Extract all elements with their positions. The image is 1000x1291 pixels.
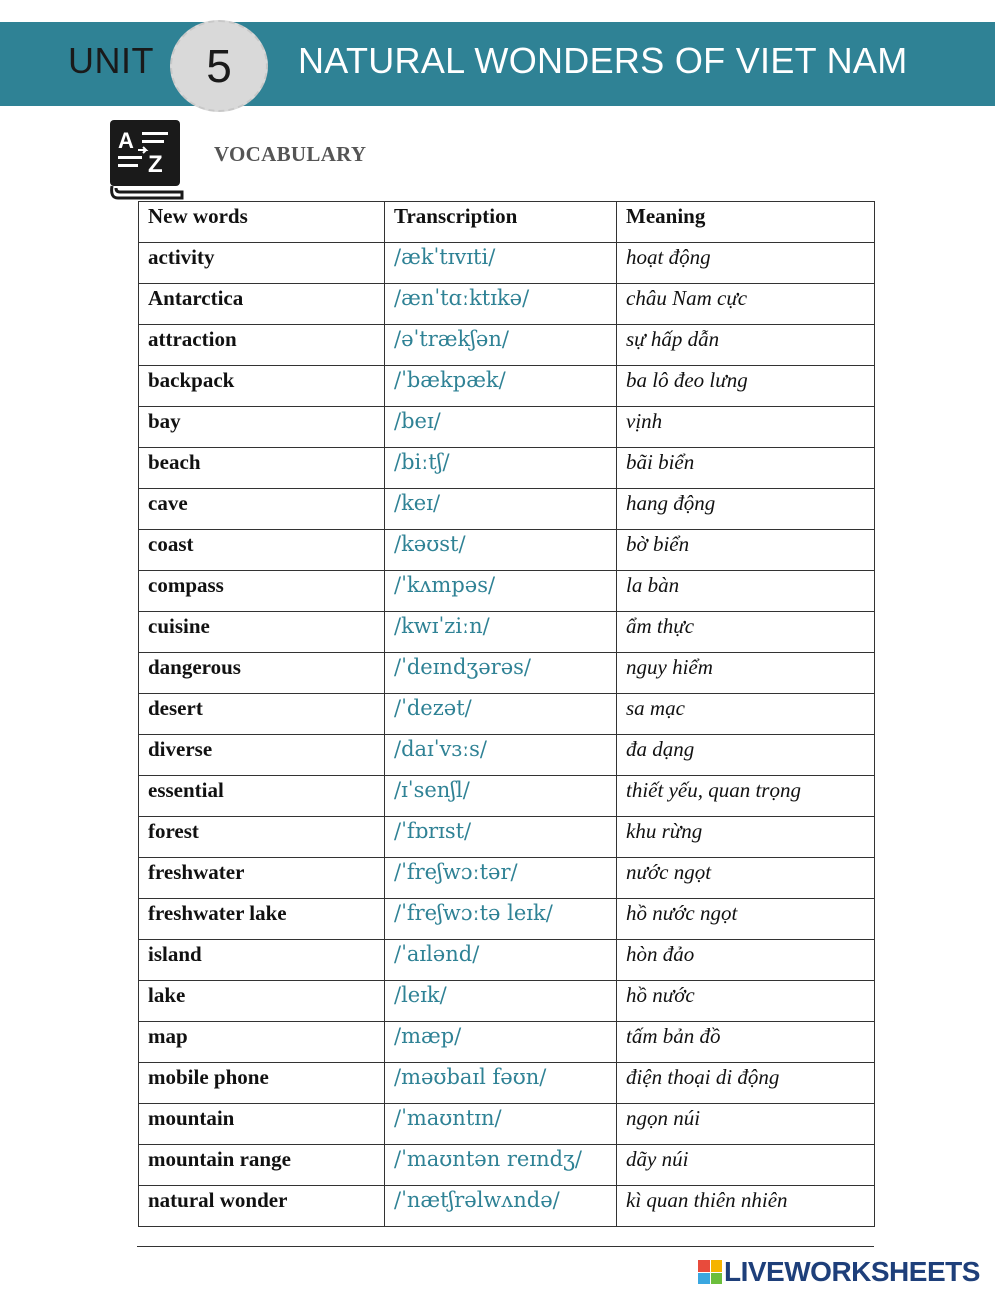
table-row (139, 1022, 875, 1063)
table-row (139, 735, 875, 776)
logo-badge-icon (698, 1260, 722, 1284)
meaning-cell: nước ngọt (617, 858, 875, 899)
meaning-cell: ẩm thực (617, 612, 875, 653)
table-row (139, 653, 875, 694)
word-cell: attraction (139, 325, 385, 366)
table-row (139, 1063, 875, 1104)
table-row (139, 1145, 875, 1186)
word-cell: diverse (139, 735, 385, 776)
section-heading: VOCABULARY (214, 142, 367, 166)
word-cell: map (139, 1022, 385, 1063)
meaning-cell: ba lô đeo lưng (617, 366, 875, 407)
table-row (139, 489, 875, 530)
logo-badge-square (698, 1260, 710, 1272)
word-cell: mountain (139, 1104, 385, 1145)
transcription-cell: /ɪˈsenʃl/ (385, 776, 617, 817)
transcription-cell: /kəʊst/ (385, 530, 617, 571)
dictionary-book-icon (108, 118, 186, 202)
table-row (139, 940, 875, 981)
word-cell: beach (139, 448, 385, 489)
transcription-cell: /məʊbaɪl fəʊn/ (385, 1063, 617, 1104)
svg-text:A: A (118, 128, 134, 153)
liveworksheets-logo (698, 1256, 980, 1288)
table-row (139, 448, 875, 489)
word-cell: essential (139, 776, 385, 817)
meaning-cell: khu rừng (617, 817, 875, 858)
meaning-cell: bãi biển (617, 448, 875, 489)
meaning-cell: điện thoại di động (617, 1063, 875, 1104)
meaning-cell: tấm bản đồ (617, 1022, 875, 1063)
logo-badge-square (698, 1273, 710, 1285)
transcription-cell: /ænˈtɑːktɪkə/ (385, 284, 617, 325)
table-row (139, 571, 875, 612)
unit-label: UNIT (68, 40, 154, 81)
word-cell: forest (139, 817, 385, 858)
transcription-cell: /keɪ/ (385, 489, 617, 530)
transcription-cell: /əˈtrækʃən/ (385, 325, 617, 366)
word-cell: lake (139, 981, 385, 1022)
table-row (139, 325, 875, 366)
transcription-cell: /leɪk/ (385, 981, 617, 1022)
word-cell: mobile phone (139, 1063, 385, 1104)
logo-text: LIVEWORKSHEETS (724, 1256, 980, 1287)
table-row (139, 981, 875, 1022)
meaning-cell: hang động (617, 489, 875, 530)
transcription-cell: /ˈaɪlənd/ (385, 940, 617, 981)
transcription-cell: /ˈbækpæk/ (385, 366, 617, 407)
word-cell: compass (139, 571, 385, 612)
meaning-cell: hồ nước (617, 981, 875, 1022)
table-row (139, 612, 875, 653)
header-new-words: New words (139, 202, 385, 243)
meaning-cell: nguy hiểm (617, 653, 875, 694)
transcription-cell: /ˈdezət/ (385, 694, 617, 735)
header-meaning: Meaning (617, 202, 875, 243)
transcription-cell: /ˈdeɪndʒərəs/ (385, 653, 617, 694)
logo-badge-square (711, 1273, 723, 1285)
word-cell: freshwater (139, 858, 385, 899)
meaning-cell: la bàn (617, 571, 875, 612)
meaning-cell: ngọn núi (617, 1104, 875, 1145)
transcription-cell: /mæp/ (385, 1022, 617, 1063)
footer-divider (137, 1246, 874, 1247)
meaning-cell: hòn đảo (617, 940, 875, 981)
meaning-cell: kì quan thiên nhiên (617, 1186, 875, 1227)
meaning-cell: sa mạc (617, 694, 875, 735)
svg-text:Z: Z (148, 151, 163, 178)
meaning-cell: hoạt động (617, 243, 875, 284)
word-cell: desert (139, 694, 385, 735)
table-row (139, 530, 875, 571)
table-row (139, 1186, 875, 1227)
word-cell: dangerous (139, 653, 385, 694)
word-cell: cuisine (139, 612, 385, 653)
vocabulary-table (138, 201, 875, 1227)
transcription-cell: /daɪˈvɜːs/ (385, 735, 617, 776)
transcription-cell: /ˈfɒrɪst/ (385, 817, 617, 858)
word-cell: mountain range (139, 1145, 385, 1186)
word-cell: Antarctica (139, 284, 385, 325)
meaning-cell: sự hấp dẫn (617, 325, 875, 366)
table-row (139, 858, 875, 899)
transcription-cell: /ˈfreʃwɔːtər/ (385, 858, 617, 899)
transcription-cell: /ˈkʌmpəs/ (385, 571, 617, 612)
meaning-cell: thiết yếu, quan trọng (617, 776, 875, 817)
transcription-cell: /kwɪˈziːn/ (385, 612, 617, 653)
transcription-cell: /ˈnætʃrəlwʌndə/ (385, 1186, 617, 1227)
table-row (139, 899, 875, 940)
transcription-cell: /biːtʃ/ (385, 448, 617, 489)
word-cell: backpack (139, 366, 385, 407)
meaning-cell: hồ nước ngọt (617, 899, 875, 940)
meaning-cell: dãy núi (617, 1145, 875, 1186)
table-row (139, 407, 875, 448)
table-row (139, 284, 875, 325)
transcription-cell: /ˈfreʃwɔːtə leɪk/ (385, 899, 617, 940)
table-row (139, 817, 875, 858)
table-row (139, 1104, 875, 1145)
table-row (139, 366, 875, 407)
table-row (139, 243, 875, 284)
word-cell: coast (139, 530, 385, 571)
word-cell: cave (139, 489, 385, 530)
table-row (139, 694, 875, 735)
table-body (139, 243, 875, 1227)
word-cell: freshwater lake (139, 899, 385, 940)
table-header-row (139, 202, 875, 243)
word-cell: bay (139, 407, 385, 448)
transcription-cell: /ˈmaʊntɪn/ (385, 1104, 617, 1145)
transcription-cell: /ˈmaʊntən reɪndʒ/ (385, 1145, 617, 1186)
word-cell: activity (139, 243, 385, 284)
transcription-cell: /ækˈtɪvɪti/ (385, 243, 617, 284)
header-transcription: Transcription (385, 202, 617, 243)
meaning-cell: bờ biển (617, 530, 875, 571)
unit-title: NATURAL WONDERS OF VIET NAM (298, 40, 908, 81)
meaning-cell: đa dạng (617, 735, 875, 776)
meaning-cell: châu Nam cực (617, 284, 875, 325)
word-cell: natural wonder (139, 1186, 385, 1227)
unit-number-badge: 5 (170, 20, 268, 112)
word-cell: island (139, 940, 385, 981)
meaning-cell: vịnh (617, 407, 875, 448)
transcription-cell: /beɪ/ (385, 407, 617, 448)
table-row (139, 776, 875, 817)
logo-badge-square (711, 1260, 723, 1272)
